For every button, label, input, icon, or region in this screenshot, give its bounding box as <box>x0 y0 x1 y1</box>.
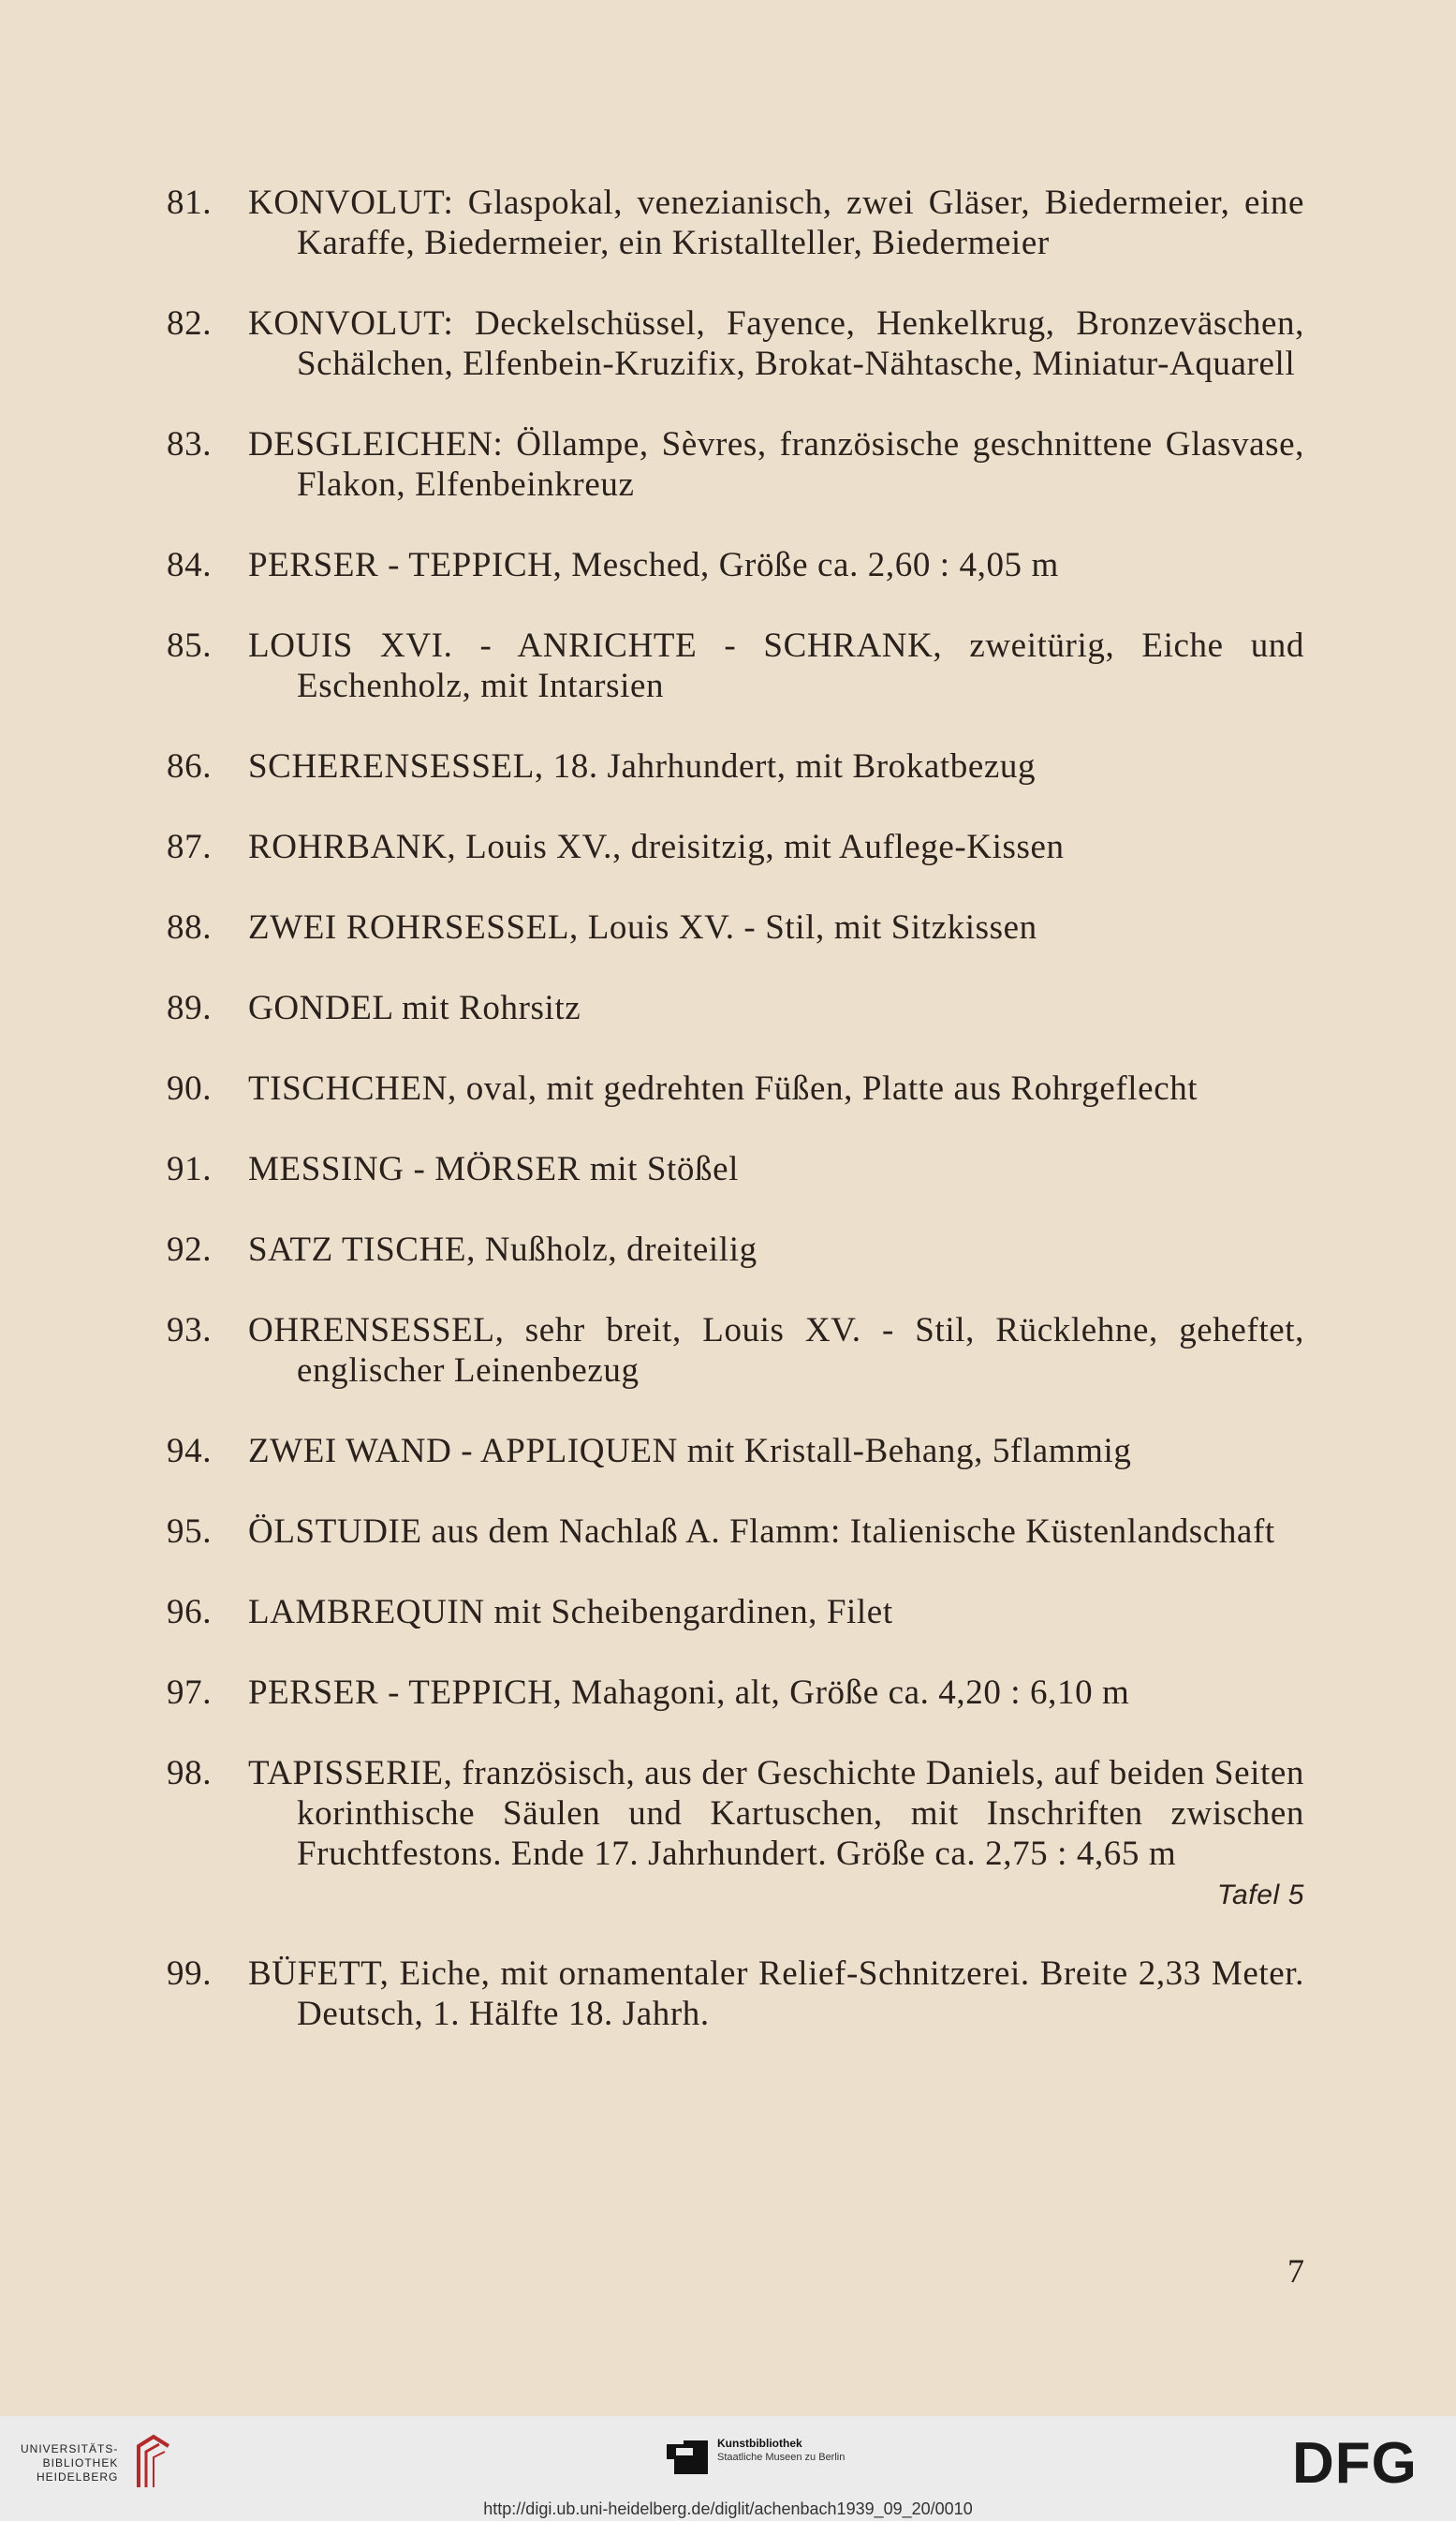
catalog-entry <box>167 1230 1304 1270</box>
source-url-link[interactable]: http://digi.ub.uni-heidelberg.de/diglit/achenbach1939_09_20/0010 <box>483 2499 973 2518</box>
entry-description: SATZ TISCHE, Nußholz, dreiteilig <box>248 1231 757 1269</box>
catalog-entry <box>167 988 1304 1028</box>
dfg-logo[interactable]: DFG <box>1292 2431 1418 2496</box>
catalog-entry <box>167 1069 1304 1109</box>
catalog-entry <box>167 1953 1304 2034</box>
entry-number: 99. <box>167 1954 213 1993</box>
entry-number: 93. <box>167 1311 213 1349</box>
entry-description: OHRENSESSEL, sehr breit, Louis XV. - Stil, Rücklehne, geheftet, englischer Leinenbezug <box>248 1311 1304 1390</box>
entry-body <box>248 1149 1304 1189</box>
catalog-entry-list <box>167 183 1304 2074</box>
entry-body <box>248 545 1304 585</box>
entry-number: 90. <box>167 1069 213 1108</box>
library-name-line: UNIVERSITÄTS- <box>21 2441 119 2455</box>
entry-description: ZWEI ROHRSESSEL, Louis XV. - Stil, mit Sitzkissen <box>248 908 1037 947</box>
entry-number: 97. <box>167 1673 213 1712</box>
entry-body <box>248 1069 1304 1109</box>
entry-description: KONVOLUT: Glaspokal, venezianisch, zwei Gläser, Biedermeier, eine Karaffe, Biedermeier, ein Kristallteller, Biedermeier <box>248 184 1304 262</box>
entry-body <box>248 907 1304 948</box>
entry-description: MESSING - MÖRSER mit Stößel <box>248 1150 739 1188</box>
catalog-entry <box>167 1431 1304 1471</box>
kunstbibliothek-subtitle: Staatliche Museen zu Berlin <box>717 2452 846 2463</box>
catalog-entry <box>167 303 1304 384</box>
entry-description: TAPISSERIE, französisch, aus der Geschichte Daniels, auf beiden Seiten korinthische Säulen und Kartuschen, mit Inschriften zwischen Fruchtfestons. Ende 17. Jahrhundert. Größe ca. 2,75 : 4,65 m <box>248 1754 1304 1873</box>
page-number: 7 <box>1287 2252 1304 2290</box>
entry-number: 91. <box>167 1150 213 1188</box>
catalog-entry <box>167 827 1304 867</box>
library-name <box>21 2442 118 2484</box>
kunstbibliothek-logo-icon <box>665 2437 710 2478</box>
catalog-entry <box>167 545 1304 585</box>
entry-number: 95. <box>167 1512 213 1551</box>
entry-number: 81. <box>167 184 213 222</box>
university-library-block[interactable] <box>21 2433 176 2493</box>
entry-number: 94. <box>167 1432 213 1470</box>
entry-description: PERSER - TEPPICH, Mahagoni, alt, Größe ca. 4,20 : 6,10 m <box>248 1673 1130 1712</box>
entry-body <box>248 183 1304 263</box>
entry-number: 92. <box>167 1231 213 1269</box>
entry-number: 85. <box>167 627 213 665</box>
entry-description: TISCHCHEN, oval, mit gedrehten Füßen, Platte aus Rohrgeflecht <box>248 1069 1199 1108</box>
entry-body <box>248 303 1304 384</box>
entry-number: 87. <box>167 828 213 866</box>
entry-body <box>248 1953 1304 2034</box>
entry-number: 82. <box>167 304 213 343</box>
catalog-entry <box>167 424 1304 505</box>
entry-body <box>248 1431 1304 1471</box>
catalog-entry <box>167 1511 1304 1552</box>
entry-body <box>248 424 1304 505</box>
entry-body <box>248 1673 1304 1713</box>
entry-description: DESGLEICHEN: Öllampe, Sèvres, französische geschnittene Glasvase, Flakon, Elfenbeinkreuz <box>248 425 1304 504</box>
entry-number: 86. <box>167 747 213 786</box>
entry-number: 84. <box>167 546 213 584</box>
library-name-line: BIBLIOTHEK <box>42 2455 119 2469</box>
catalog-entry <box>167 1310 1304 1391</box>
entry-body <box>248 1753 1304 1913</box>
entry-number: 83. <box>167 425 213 464</box>
library-name-line: HEIDELBERG <box>36 2469 119 2484</box>
entry-description: LOUIS XVI. - ANRICHTE - SCHRANK, zweitürig, Eiche und Eschenholz, mit Intarsien <box>248 627 1304 705</box>
entry-description: GONDEL mit Rohrsitz <box>248 989 581 1027</box>
entry-body <box>248 1592 1304 1632</box>
catalog-entry <box>167 183 1304 263</box>
catalog-entry <box>167 626 1304 706</box>
entry-body <box>248 988 1304 1028</box>
entry-description: ÖLSTUDIE aus dem Nachlaß A. Flamm: Italienische Küstenlandschaft <box>248 1512 1275 1551</box>
entry-body <box>248 1230 1304 1270</box>
entry-body <box>248 827 1304 867</box>
university-library-logo-icon <box>131 2433 176 2493</box>
entry-description: PERSER - TEPPICH, Mesched, Größe ca. 2,60 : 4,05 m <box>248 546 1059 584</box>
entry-description: BÜFETT, Eiche, mit ornamentaler Relief-Schnitzerei. Breite 2,33 Meter. Deutsch, 1. Hälfte 18. Jahrh. <box>248 1954 1304 2033</box>
entry-description: ROHRBANK, Louis XV., dreisitzig, mit Auflege-Kissen <box>248 828 1065 866</box>
entry-number: 89. <box>167 989 213 1027</box>
kunstbibliothek-block[interactable] <box>665 2437 845 2478</box>
catalog-entry <box>167 1592 1304 1632</box>
entry-number: 88. <box>167 908 213 947</box>
entry-body <box>248 746 1304 787</box>
entry-description: KONVOLUT: Deckelschüssel, Fayence, Henkelkrug, Bronzeväschen, Schälchen, Elfenbein-Kruzifix, Brokat-Nähtasche, Miniatur-Aquarell <box>248 304 1304 383</box>
entry-body <box>248 1310 1304 1391</box>
catalog-entry <box>167 746 1304 787</box>
entry-description: LAMBREQUIN mit Scheibengardinen, Filet <box>248 1593 893 1631</box>
entry-body <box>248 626 1304 706</box>
entry-description: ZWEI WAND - APPLIQUEN mit Kristall-Behang, 5flammig <box>248 1432 1132 1470</box>
entry-number: 96. <box>167 1593 213 1631</box>
viewer-footer <box>0 2416 1456 2521</box>
kunstbibliothek-title: Kunstbibliothek <box>717 2437 802 2450</box>
plate-reference: Tafel 5 <box>1216 1880 1304 1910</box>
catalog-entry <box>167 1753 1304 1913</box>
catalog-entry <box>167 1673 1304 1713</box>
entry-description: SCHERENSESSEL, 18. Jahrhundert, mit Brokatbezug <box>248 747 1037 786</box>
catalog-entry <box>167 907 1304 948</box>
catalog-entry <box>167 1149 1304 1189</box>
entry-body <box>248 1511 1304 1552</box>
entry-number: 98. <box>167 1754 213 1792</box>
